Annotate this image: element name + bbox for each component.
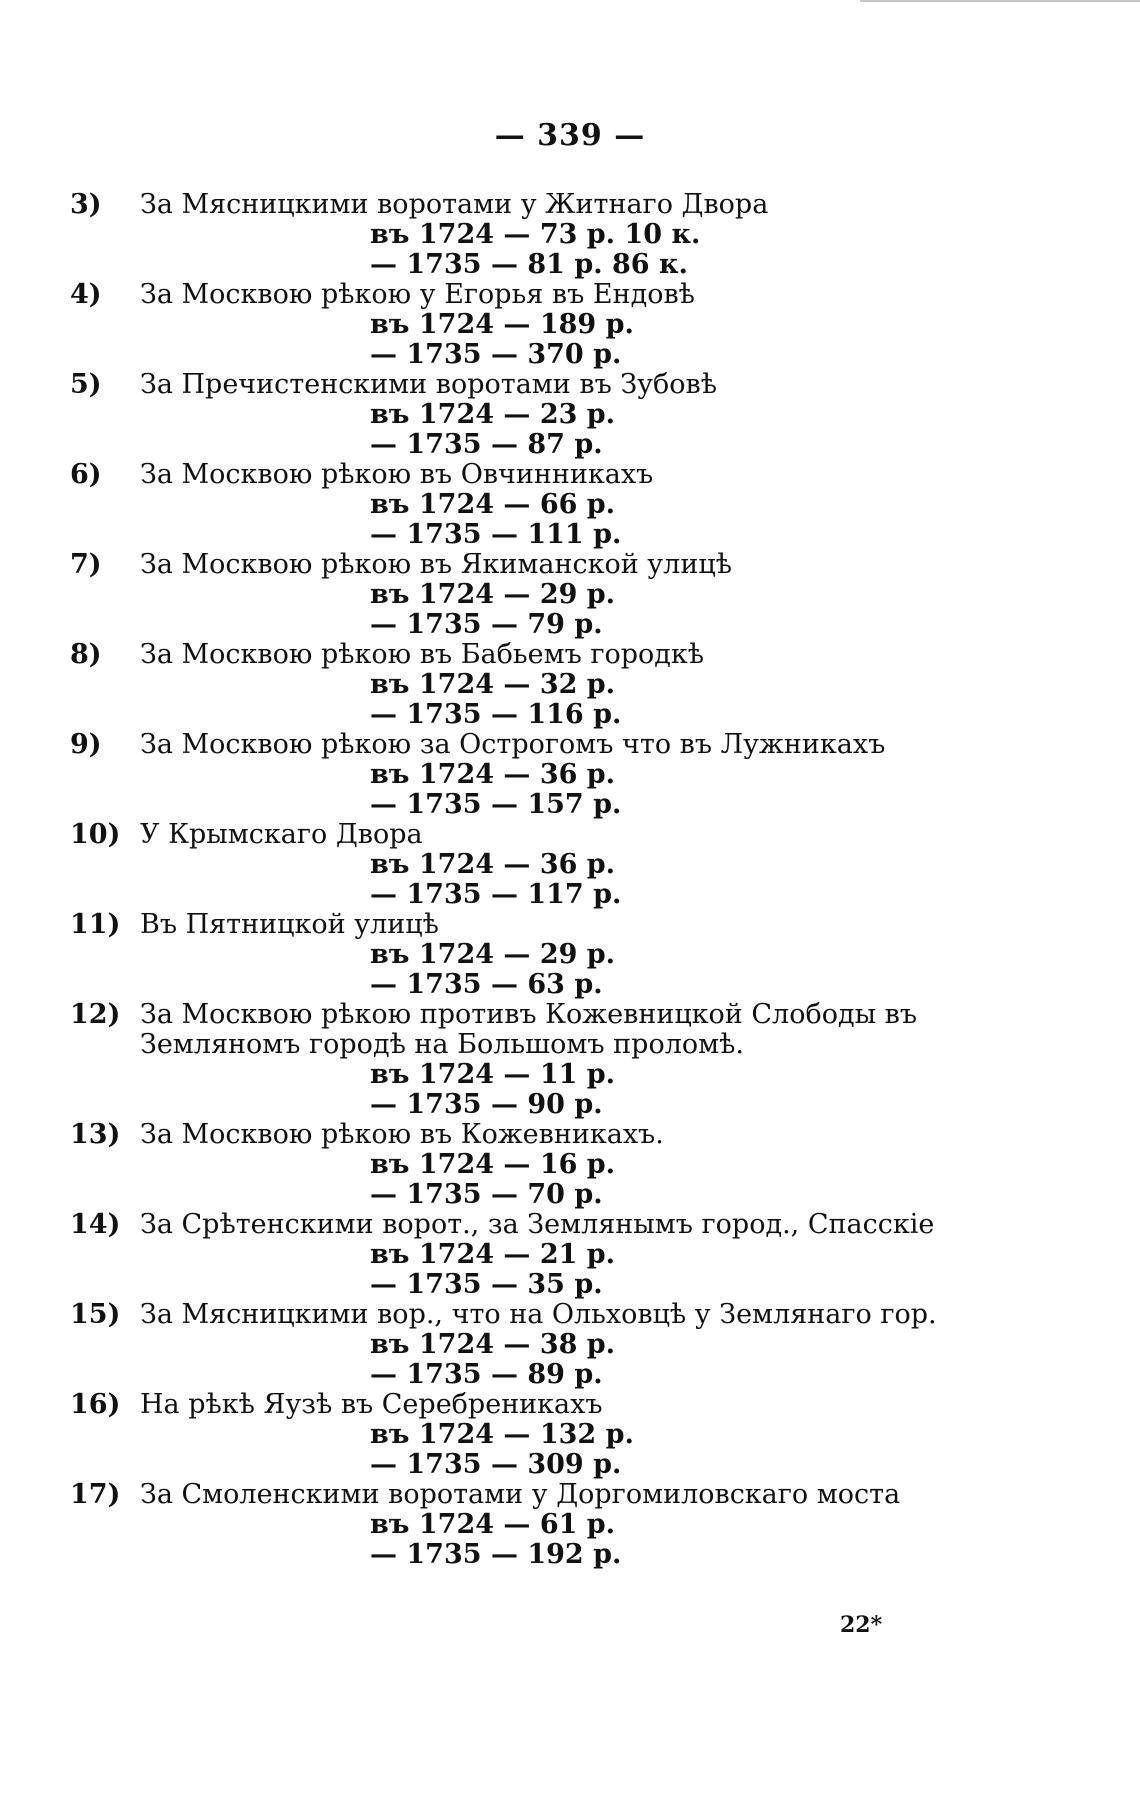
- entry-number: 12): [70, 999, 121, 1030]
- entry-value-1735: — 1735 — 157 р.: [370, 789, 622, 820]
- entry-value-1724: въ 1724 — 32 р.: [370, 669, 616, 700]
- list-item: [0, 910, 1140, 1000]
- entry-value-1735: — 1735 — 70 р.: [370, 1179, 603, 1210]
- list-item: [0, 1210, 1140, 1300]
- list-item: [0, 550, 1140, 640]
- entry-value-1724: въ 1724 — 189 р.: [370, 309, 634, 340]
- entry-value-1724: въ 1724 — 132 р.: [370, 1419, 634, 1450]
- list-item: [0, 1390, 1140, 1480]
- entry-title: Въ Пятницкой улицѣ: [140, 909, 439, 940]
- entry-title: У Крымскаго Двора: [140, 819, 423, 850]
- list-item: [0, 640, 1140, 730]
- entry-title: За Смоленскими воротами у Доргомиловскаго моста: [140, 1479, 901, 1510]
- entry-title: За Москвою рѣкою въ Кожевникахъ.: [140, 1119, 664, 1150]
- entry-number: 11): [70, 909, 121, 940]
- entry-value-1724: въ 1724 — 11 р.: [370, 1059, 616, 1090]
- list-item: [0, 460, 1140, 550]
- list-item: [0, 190, 1140, 280]
- entry-value-1735: — 1735 — 117 р.: [370, 879, 622, 910]
- entry-title: За Москвою рѣкою противъ Кожевницкой Слободы въ: [140, 999, 918, 1030]
- entry-value-1724: въ 1724 — 16 р.: [370, 1149, 616, 1180]
- entry-value-1724: въ 1724 — 29 р.: [370, 939, 616, 970]
- scan-edge-line: [860, 0, 1140, 2]
- entry-number: 8): [70, 639, 102, 670]
- entry-list: [0, 190, 1140, 1570]
- entry-value-1735: — 1735 — 63 р.: [370, 969, 603, 1000]
- entry-title: На рѣкѣ Яузѣ въ Серебреникахъ: [140, 1389, 603, 1420]
- entry-number: 5): [70, 369, 102, 400]
- entry-number: 4): [70, 279, 102, 310]
- entry-title: За Москвою рѣкою въ Овчинникахъ: [140, 459, 654, 490]
- entry-value-1735: — 1735 — 79 р.: [370, 609, 603, 640]
- entry-value-1735: — 1735 — 90 р.: [370, 1089, 603, 1120]
- entry-value-1724: въ 1724 — 23 р.: [370, 399, 616, 430]
- entry-value-1735: — 1735 — 89 р.: [370, 1359, 603, 1390]
- entry-title: За Пречистенскими воротами въ Зубовѣ: [140, 369, 718, 400]
- list-item: [0, 1300, 1140, 1390]
- entry-value-1735: — 1735 — 35 р.: [370, 1269, 603, 1300]
- entry-title: За Москвою рѣкою въ Якиманской улицѣ: [140, 549, 732, 580]
- entry-value-1735: — 1735 — 192 р.: [370, 1539, 622, 1570]
- entry-number: 6): [70, 459, 102, 490]
- entry-title: За Мясницкими воротами у Житнаго Двора: [140, 189, 769, 220]
- list-item: [0, 1000, 1140, 1120]
- entry-value-1735: — 1735 — 309 р.: [370, 1449, 622, 1480]
- entry-value-1724: въ 1724 — 38 р.: [370, 1329, 616, 1360]
- entry-title: За Москвою рѣкою у Егорья въ Ендовѣ: [140, 279, 695, 310]
- entry-title: За Мясницкими вор., что на Ольховцѣ у Землянаго гор.: [140, 1299, 937, 1330]
- list-item: [0, 280, 1140, 370]
- page-number: — 339 —: [494, 118, 646, 153]
- entry-value-1735: — 1735 — 111 р.: [370, 519, 622, 550]
- entry-number: 13): [70, 1119, 121, 1150]
- entry-number: 7): [70, 549, 102, 580]
- entry-value-1724: въ 1724 — 36 р.: [370, 759, 616, 790]
- entry-value-1735: — 1735 — 370 р.: [370, 339, 622, 370]
- list-item: [0, 820, 1140, 910]
- entry-number: 10): [70, 819, 121, 850]
- entry-title: За Москвою рѣкою за Острогомъ что въ Лужникахъ: [140, 729, 886, 760]
- entry-title: За Москвою рѣкою въ Бабьемъ городкѣ: [140, 639, 705, 670]
- list-item: [0, 1480, 1140, 1570]
- entry-value-1724: въ 1724 — 21 р.: [370, 1239, 616, 1270]
- entry-number: 17): [70, 1479, 121, 1510]
- list-item: [0, 730, 1140, 820]
- entry-number: 16): [70, 1389, 121, 1420]
- entry-value-1724: въ 1724 — 61 р.: [370, 1509, 616, 1540]
- entry-value-1724: въ 1724 — 36 р.: [370, 849, 616, 880]
- entry-number: 15): [70, 1299, 121, 1330]
- signature-mark: 22*: [840, 1612, 883, 1638]
- entry-number: 3): [70, 189, 102, 220]
- entry-title: За Срѣтенскими ворот., за Землянымъ город., Спасскіе: [140, 1209, 935, 1240]
- entry-number: 14): [70, 1209, 121, 1240]
- entry-value-1735: — 1735 — 116 р.: [370, 699, 622, 730]
- entry-number: 9): [70, 729, 102, 760]
- entry-value-1724: въ 1724 — 73 р. 10 к.: [370, 219, 701, 250]
- entry-value-1735: — 1735 — 81 р. 86 к.: [370, 249, 688, 280]
- list-item: [0, 1120, 1140, 1210]
- list-item: [0, 370, 1140, 460]
- entry-value-1724: въ 1724 — 29 р.: [370, 579, 616, 610]
- entry-value-1724: въ 1724 — 66 р.: [370, 489, 616, 520]
- entry-title-continuation: Земляномъ городѣ на Большомъ проломѣ.: [140, 1029, 744, 1060]
- entry-value-1735: — 1735 — 87 р.: [370, 429, 603, 460]
